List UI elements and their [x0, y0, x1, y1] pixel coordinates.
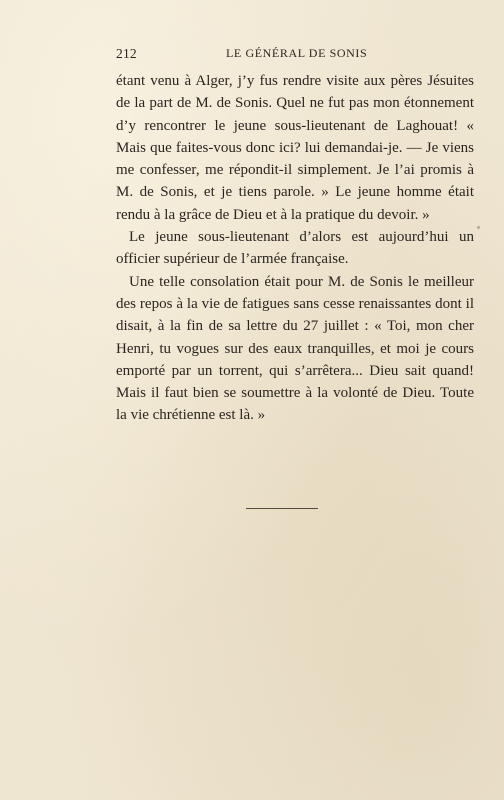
body-text [116, 70, 474, 427]
running-title: LE GÉNÉRAL DE SONIS [226, 46, 368, 60]
paragraph-continued: étant venu à Alger, j’y fus rendre visite aux pères Jésuites de la part de M. de Sonis. Quel ne fut pas mon étonnement d’y rencontrer le jeune sous-lieutenant de Laghouat! « Mais que faites-vous donc ici? lui demandai-je. — Je viens me confesser, me répondit-il simplement. Je l’ai promis à M. de Sonis, et je tiens parole. » Le jeune homme était rendu à la grâce de Dieu et à la pratique du devoir. » [116, 73, 474, 223]
paragraph: Une telle consolation était pour M. de Sonis le meilleur des repos à la vie de fatigues sans cesse renaissantes dont il disait, à la fin de sa lettre du 27 juillet : « Toi, mon cher Henri, tu vogues sur des eaux tranquilles, et moi je cours emporté par un torrent, qui s’arrêtera... Dieu sait quand! Mais il faut bien se soumettre à la volonté de Dieu. Toute la vie chrétienne est là. » [116, 273, 474, 424]
section-end-rule [246, 508, 318, 509]
paragraph: Le jeune sous-lieutenant d’alors est aujourd’hui un officier supérieur de l’armée française. [116, 229, 474, 268]
page-number: 212 [116, 46, 137, 61]
running-head [116, 46, 476, 64]
paper-speck [477, 226, 480, 229]
